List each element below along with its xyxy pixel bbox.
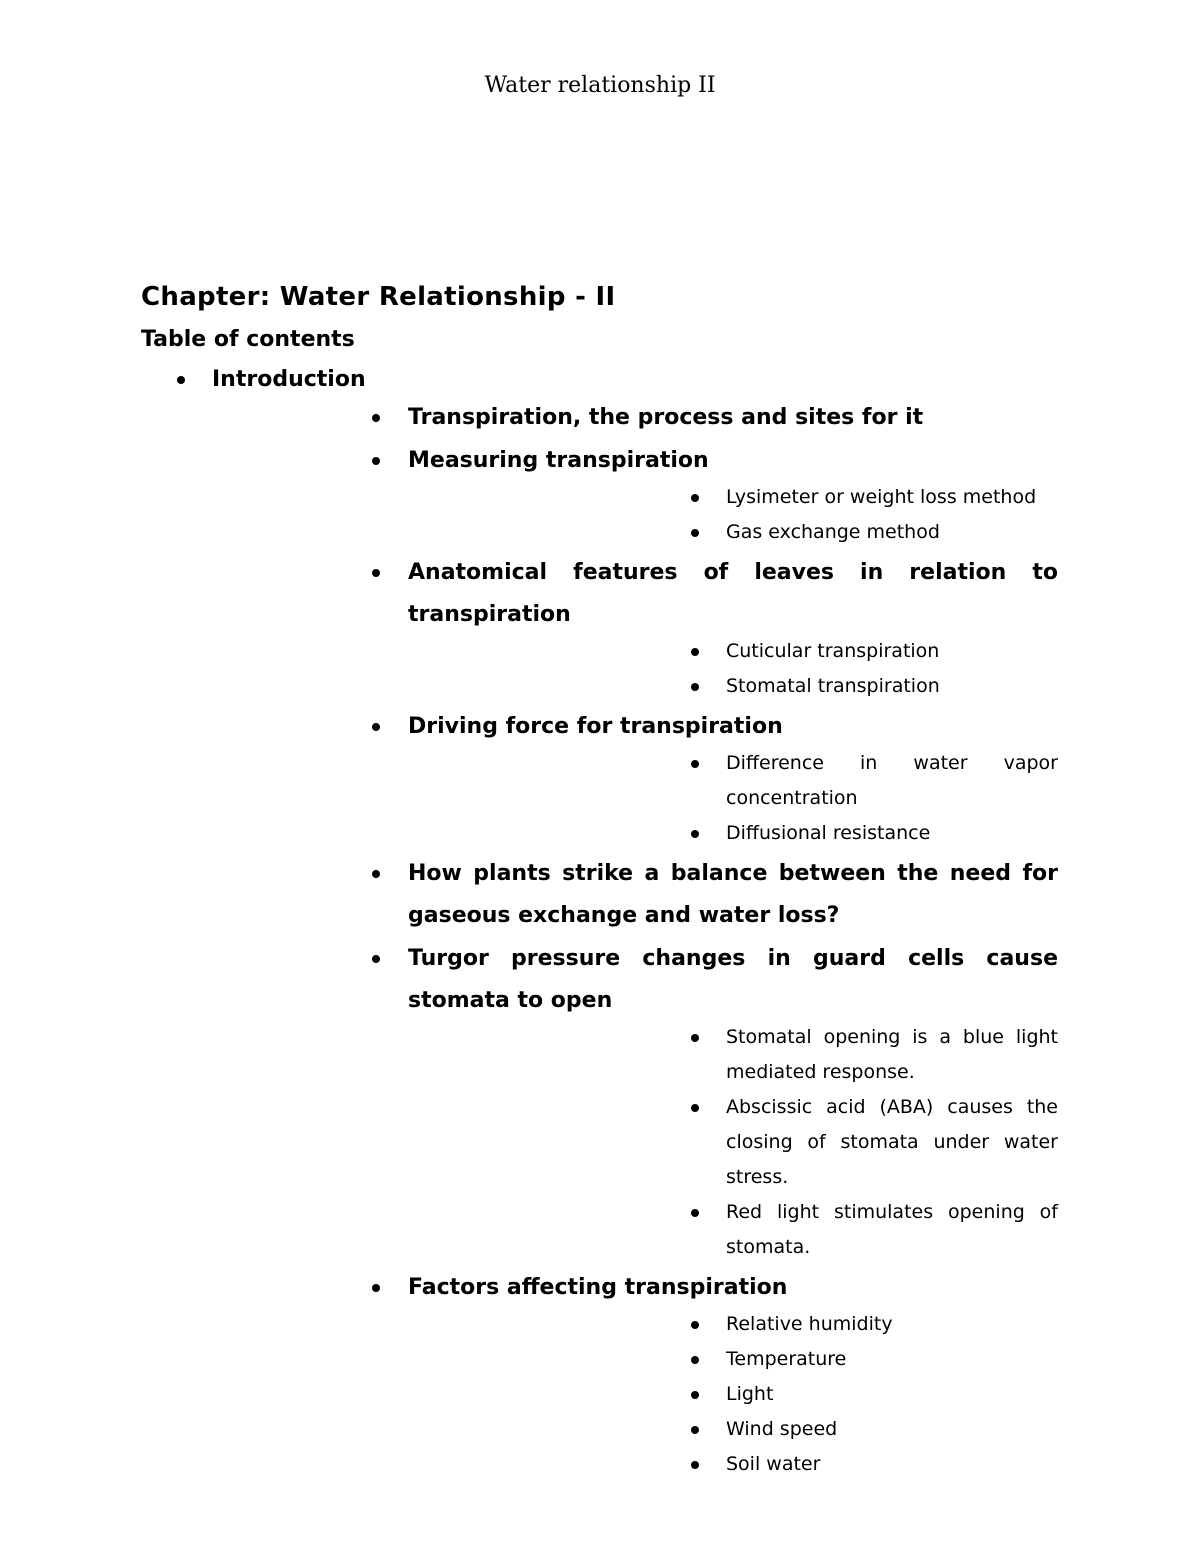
- toc-topic-label: Transpiration, the process and sites for it: [408, 405, 924, 430]
- bullet-icon: [691, 683, 699, 691]
- toc-topic-label: How plants strike a balance between the need for gaseous exchange and water loss?: [408, 861, 1058, 928]
- bullet-icon: [372, 457, 380, 465]
- toc-list: [141, 364, 1058, 1482]
- toc-topic-label: Measuring transpiration: [408, 448, 709, 473]
- document-body: [141, 278, 1058, 1484]
- toc-subtopic-label: Stomatal transpiration: [726, 675, 940, 697]
- toc-topic: [212, 938, 1058, 1265]
- bullet-icon: [691, 1426, 699, 1434]
- toc-subtopic-label: Red light stimulates opening of stomata.: [726, 1201, 1058, 1258]
- toc-subtopic: [408, 1307, 1058, 1342]
- toc-subtopic-label: Wind speed: [726, 1418, 838, 1440]
- toc-subtopic-list: [408, 1307, 1058, 1482]
- toc-subtopic-label: Stomatal opening is a blue light mediated response.: [726, 1026, 1058, 1083]
- toc-subtopic: [408, 515, 1058, 550]
- toc-subtopic: [408, 669, 1058, 704]
- toc-topic: [212, 853, 1058, 937]
- toc-subtopic-list: [408, 1020, 1058, 1265]
- toc-topic: [212, 706, 1058, 851]
- toc-subtopic-label: Abscissic acid (ABA) causes the closing of stomata under water stress.: [726, 1096, 1058, 1188]
- toc-subtopic: [408, 816, 1058, 851]
- running-header: Water relationship II: [484, 73, 716, 98]
- toc-subtopic: [408, 1090, 1058, 1195]
- bullet-icon: [372, 1284, 380, 1292]
- toc-subtopic-label: Light: [726, 1383, 774, 1405]
- bullet-icon: [691, 1356, 699, 1364]
- bullet-icon: [691, 830, 699, 838]
- toc-heading: Table of contents: [141, 327, 355, 352]
- bullet-icon: [372, 870, 380, 878]
- toc-subtopic-label: Relative humidity: [726, 1313, 893, 1335]
- bullet-icon: [691, 1034, 699, 1042]
- toc-subtopic: [408, 1447, 1058, 1482]
- toc-topic-label: Anatomical features of leaves in relation to transpiration: [408, 560, 1058, 627]
- bullet-icon: [691, 1461, 699, 1469]
- toc-subtopic: [408, 634, 1058, 669]
- toc-subtopic-label: Lysimeter or weight loss method: [726, 486, 1037, 508]
- toc-topic: [212, 397, 1058, 439]
- toc-topic: [212, 1267, 1058, 1482]
- bullet-icon: [372, 569, 380, 577]
- bullet-icon: [372, 955, 380, 963]
- toc-subtopic-label: Difference in water vapor concentration: [726, 752, 1058, 809]
- toc-sublist: [212, 397, 1058, 1482]
- toc-subtopic-label: Cuticular transpiration: [726, 640, 940, 662]
- bullet-icon: [691, 529, 699, 537]
- toc-topic: [212, 440, 1058, 550]
- bullet-icon: [177, 376, 185, 384]
- toc-subtopic-list: [408, 746, 1058, 851]
- toc-subtopic-label: Diffusional resistance: [726, 822, 931, 844]
- toc-item-label: Introduction: [212, 367, 366, 392]
- bullet-icon: [372, 723, 380, 731]
- toc-topic-label: Turgor pressure changes in guard cells cause stomata to open: [408, 946, 1058, 1013]
- toc-subtopic-list: [408, 634, 1058, 704]
- toc-subtopic: [408, 480, 1058, 515]
- toc-subtopic: [408, 1377, 1058, 1412]
- bullet-icon: [691, 1321, 699, 1329]
- toc-subtopic: [408, 1195, 1058, 1265]
- toc-subtopic: [408, 1342, 1058, 1377]
- toc-subtopic: [408, 1412, 1058, 1447]
- toc-topic-label: Driving force for transpiration: [408, 714, 783, 739]
- toc-item-introduction: [141, 364, 1058, 1482]
- bullet-icon: [691, 1391, 699, 1399]
- toc-subtopic-label: Soil water: [726, 1453, 821, 1475]
- toc-topic-label: Factors affecting transpiration: [408, 1275, 788, 1300]
- toc-subtopic: [408, 746, 1058, 816]
- bullet-icon: [691, 760, 699, 768]
- toc-subtopic-label: Gas exchange method: [726, 521, 940, 543]
- toc-subtopic-label: Temperature: [726, 1348, 847, 1370]
- bullet-icon: [691, 1209, 699, 1217]
- toc-subtopic-list: [408, 480, 1058, 550]
- bullet-icon: [691, 1104, 699, 1112]
- bullet-icon: [691, 494, 699, 502]
- toc-subtopic: [408, 1020, 1058, 1090]
- chapter-title: Chapter: Water Relationship - II: [141, 282, 616, 312]
- bullet-icon: [372, 414, 380, 422]
- bullet-icon: [691, 648, 699, 656]
- toc-topic: [212, 552, 1058, 704]
